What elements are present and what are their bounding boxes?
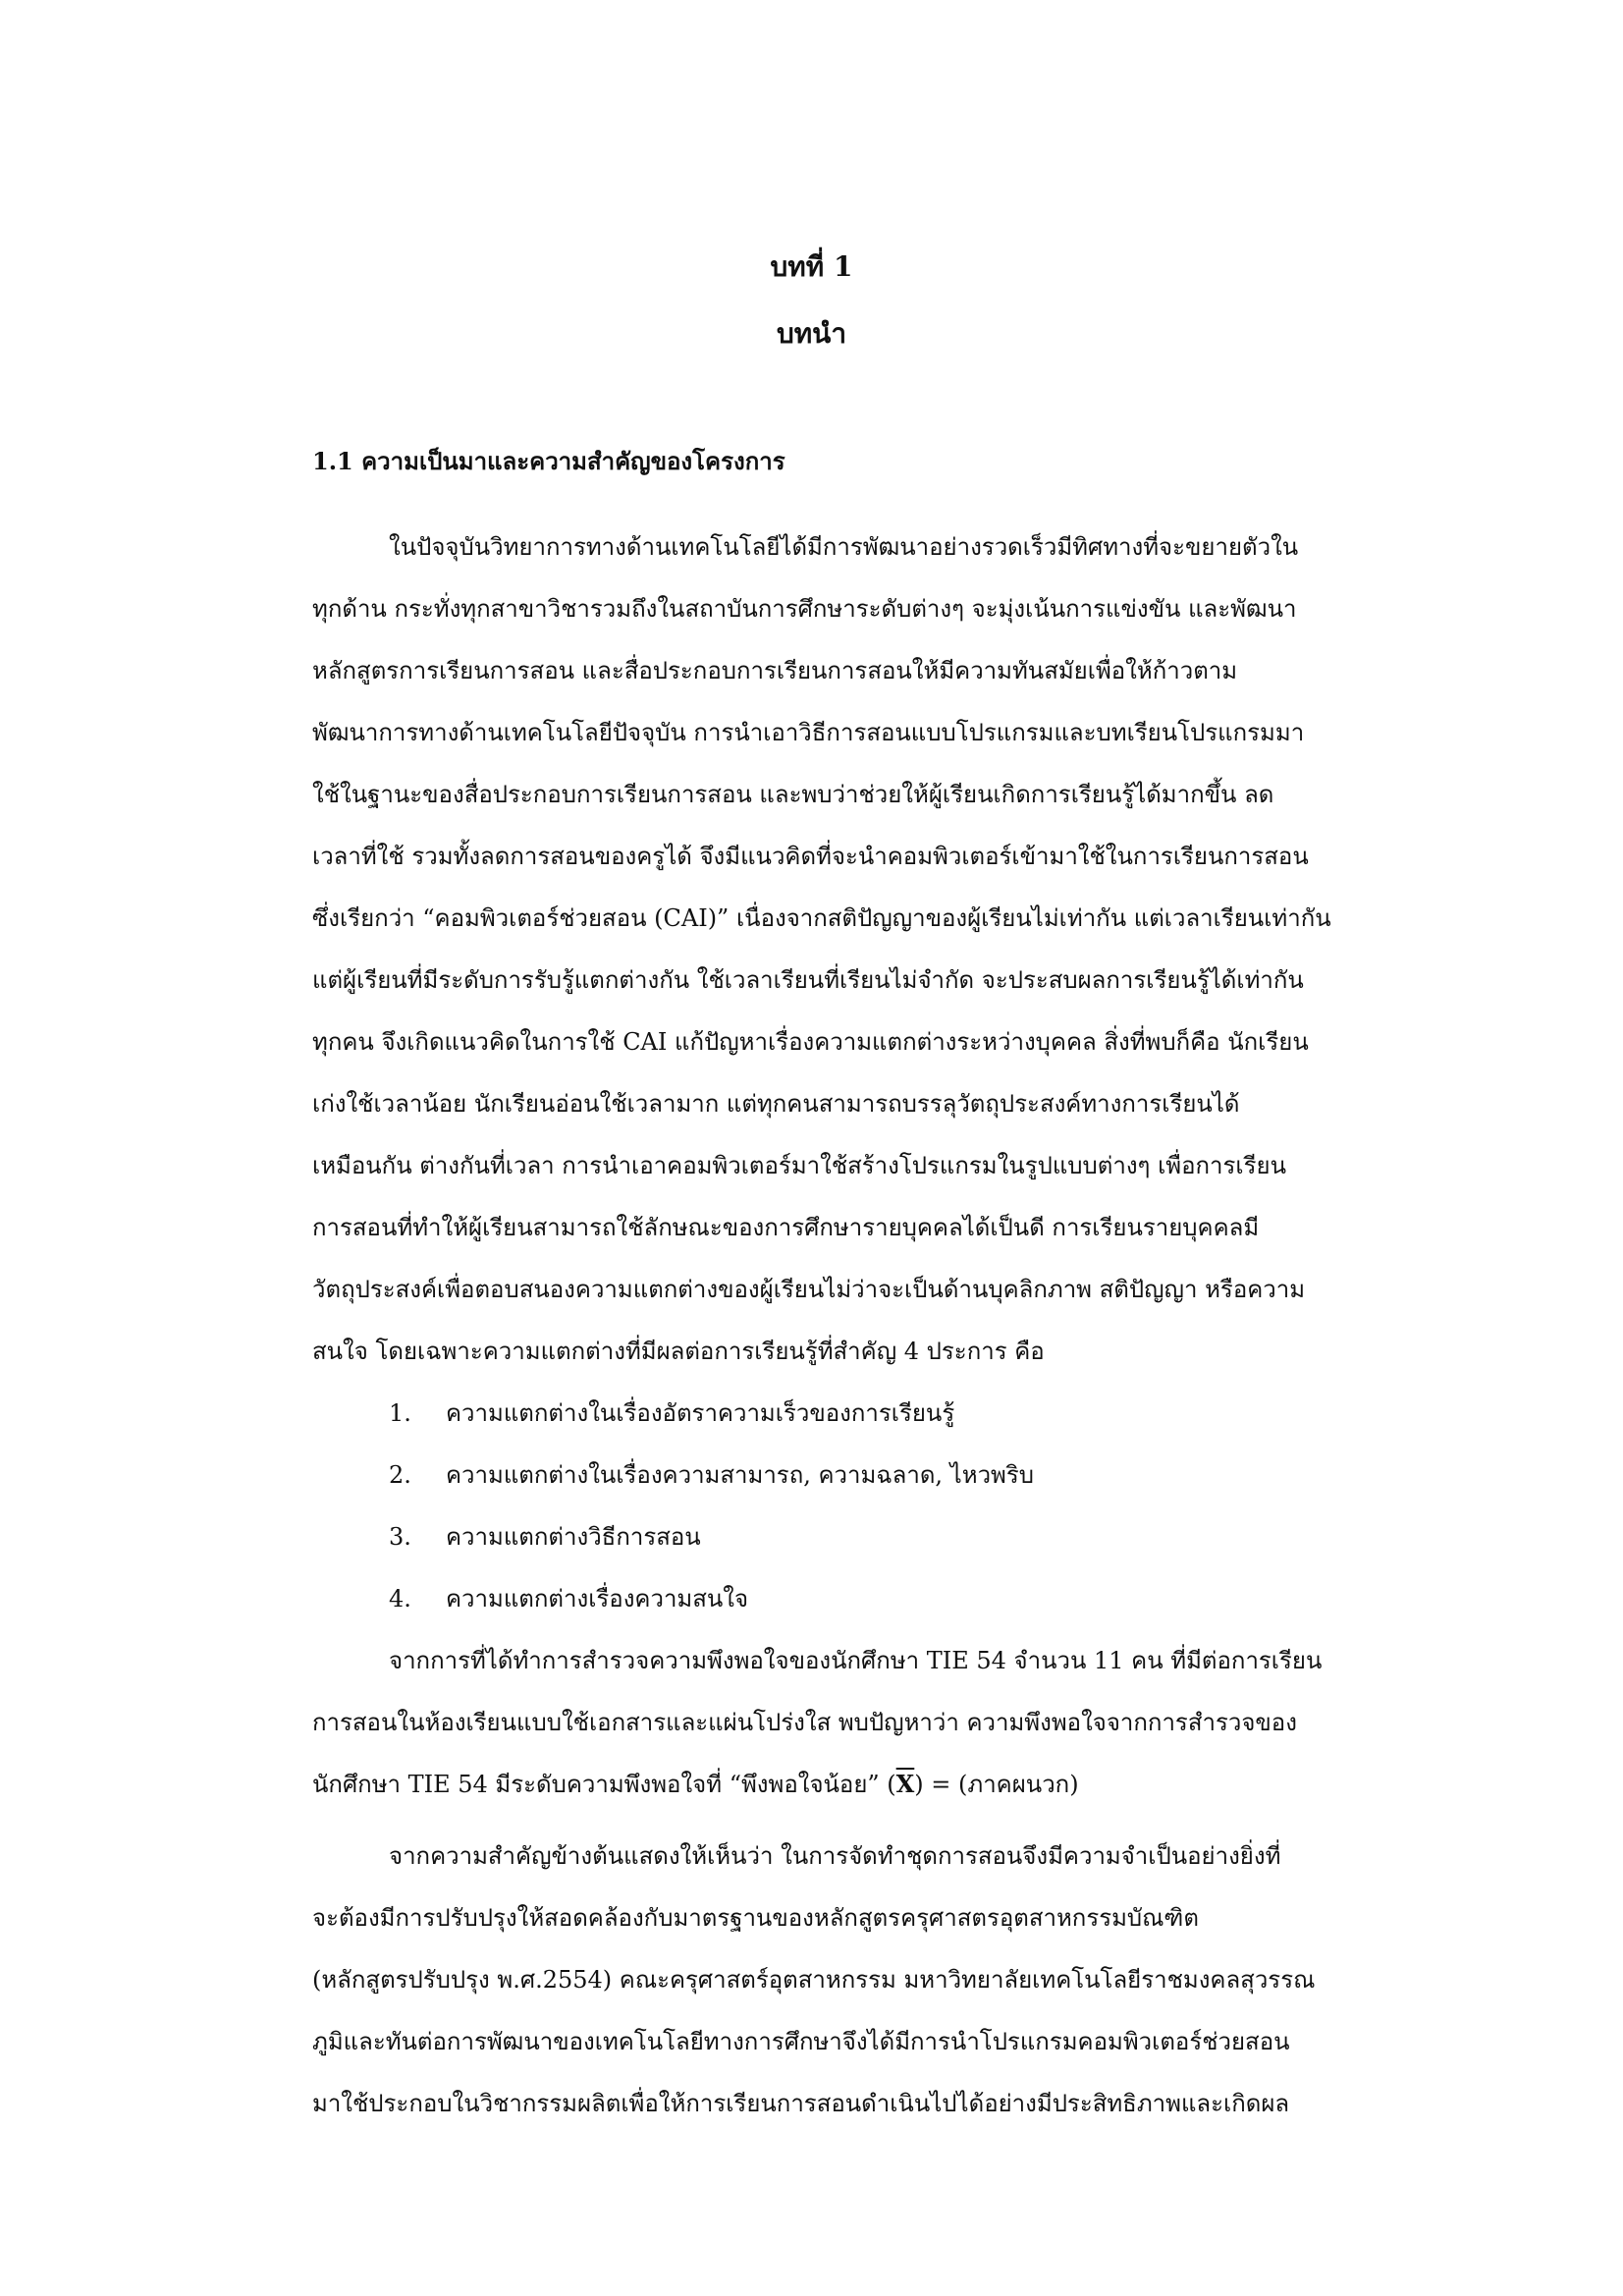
paragraph-line: จากความสำคัญข้างต้นแสดงให้เห็นว่า ในการจัดทำชุดการสอนจึงมีความจำเป็นอย่างยิ่งที่ — [389, 1842, 1281, 1870]
paragraph-line: ซึ่งเรียกว่า “คอมพิวเตอร์ช่วยสอน (CAI)” เนื่องจากสติปัญญาของผู้เรียนไม่เท่ากัน แต่เวลาเรียนเท่ากัน — [312, 904, 1331, 932]
paragraph-line: การสอนในห้องเรียนแบบใช้เอกสารและแผ่นโปร่งใส พบปัญหาว่า ความพึงพอใจจากการสำรวจของ — [312, 1709, 1297, 1736]
list-item — [389, 1455, 1471, 1495]
list-item — [389, 1517, 1471, 1557]
paragraph-line: เก่งใช้เวลาน้อย นักเรียนอ่อนใช้เวลามาก แต่ทุกคนสามารถบรรลุวัตถุประสงค์ทางการเรียนได้ — [312, 1090, 1240, 1118]
mean-symbol: $\overline{X}$ — [895, 1770, 915, 1798]
list-number: 3. — [389, 1523, 411, 1551]
list-text: ความแตกต่างเรื่องความสนใจ — [446, 1585, 749, 1613]
paragraph-line: ทุกด้าน กระทั่งทุกสาขาวิชารวมถึงในสถาบันการศึกษาระดับต่างๆ จะมุ่งเน้นการแข่งขัน และพัฒนา — [312, 595, 1297, 623]
list-number: 2. — [389, 1461, 411, 1489]
paragraph-line: มาใช้ประกอบในวิชากรรมผลิตเพื่อให้การเรียนการสอนดำเนินไปได้อย่างมีประสิทธิภาพและเกิดผล — [312, 2090, 1290, 2117]
section-heading: 1.1 ความเป็นมาและความสำคัญของโครงการ — [312, 447, 785, 475]
chapter-title: บทนำ — [776, 317, 847, 350]
paragraph-line: การสอนที่ทำให้ผู้เรียนสามารถใช้ลักษณะของการศึกษารายบุคคลได้เป็นดี การเรียนรายบุคคลมี — [312, 1214, 1260, 1241]
paragraph-line: ในปัจจุบันวิทยาการทางด้านเทคโนโลยีได้มีการพัฒนาอย่างรวดเร็วมีทิศทางที่จะขยายตัวใน — [389, 533, 1299, 561]
list-text: ความแตกต่างวิธีการสอน — [446, 1523, 701, 1551]
list-number: 1. — [389, 1399, 411, 1427]
list-item — [389, 1579, 1471, 1618]
paragraph-line: เหมือนกัน ต่างกันที่เวลา การนำเอาคอมพิวเตอร์มาใช้สร้างโปรแกรมในรูปแบบต่างๆ เพื่อการเรียน — [312, 1152, 1286, 1179]
text-segment: นักศึกษา TIE 54 มีระดับความพึงพอใจที่ “พึงพอใจน้อย” ( — [312, 1771, 896, 1798]
paragraph-line: พัฒนาการทางด้านเทคโนโลยีปัจจุบัน การนำเอาวิธีการสอนแบบโปรแกรมและบทเรียนโปรแกรมมา — [312, 719, 1305, 746]
paragraph-line: หลักสูตรการเรียนการสอน และสื่อประกอบการเรียนการสอนให้มีความทันสมัยเพื่อให้ก้าวตาม — [312, 657, 1238, 684]
paragraph-line: แต่ผู้เรียนที่มีระดับการรับรู้แตกต่างกัน ใช้เวลาเรียนที่เรียนไม่จำกัด จะประสบผลการเรียนรู้ได้เท่ากัน — [312, 966, 1304, 994]
paragraph-line: ทุกคน จึงเกิดแนวคิดในการใช้ CAI แก้ปัญหาเรื่องความแตกต่างระหว่างบุคคล สิ่งที่พบก็คือ นักเรียน — [312, 1028, 1309, 1056]
paragraph-line: จากการที่ได้ทำการสำรวจความพึงพอใจของนักศึกษา TIE 54 จำนวน 11 คน ที่มีต่อการเรียน — [389, 1647, 1323, 1674]
paragraph-line: เวลาที่ใช้ รวมทั้งลดการสอนของครูได้ จึงมีแนวคิดที่จะนำคอมพิวเตอร์เข้ามาใช้ในการเรียนการสอน — [312, 843, 1309, 870]
paragraph-line — [312, 1765, 1471, 1804]
paragraph-line: วัตถุประสงค์เพื่อตอบสนองความแตกต่างของผู้เรียนไม่ว่าจะเป็นด้านบุคลิกภาพ สติปัญญา หรือความ — [312, 1276, 1306, 1303]
paragraph-line: สนใจ โดยเฉพาะความแตกต่างที่มีผลต่อการเรียนรู้ที่สำคัญ 4 ประการ คือ — [312, 1338, 1045, 1365]
paragraph-line: ภูมิและทันต่อการพัฒนาของเทคโนโลยีทางการศึกษาจึงได้มีการนำโปรแกรมคอมพิวเตอร์ช่วยสอน — [312, 2028, 1290, 2055]
list-text: ความแตกต่างในเรื่องความสามารถ, ความฉลาด, ไหวพริบ — [446, 1461, 1034, 1489]
paragraph-line: จะต้องมีการปรับปรุงให้สอดคล้องกับมาตรฐานของหลักสูตรครุศาสตรอุตสาหกรรมบัณฑิต — [312, 1904, 1199, 1932]
paragraph-line: ใช้ในฐานะของสื่อประกอบการเรียนการสอน และพบว่าช่วยให้ผู้เรียนเกิดการเรียนรู้ได้มากขึ้น ลด — [312, 781, 1274, 808]
text-segment: ) = (ภาคผนวก) — [914, 1771, 1079, 1798]
list-text: ความแตกต่างในเรื่องอัตราความเร็วของการเรียนรู้ — [446, 1399, 955, 1427]
paragraph-line: (หลักสูตรปรับปรุง พ.ศ.2554) คณะครุศาสตร์อุตสาหกรรม มหาวิทยาลัยเทคโนโลยีราชมงคลสุวรรณ — [312, 1966, 1316, 1994]
list-number: 4. — [389, 1585, 411, 1613]
chapter-number: บทที่ 1 — [770, 250, 853, 283]
list-item — [389, 1394, 1471, 1433]
